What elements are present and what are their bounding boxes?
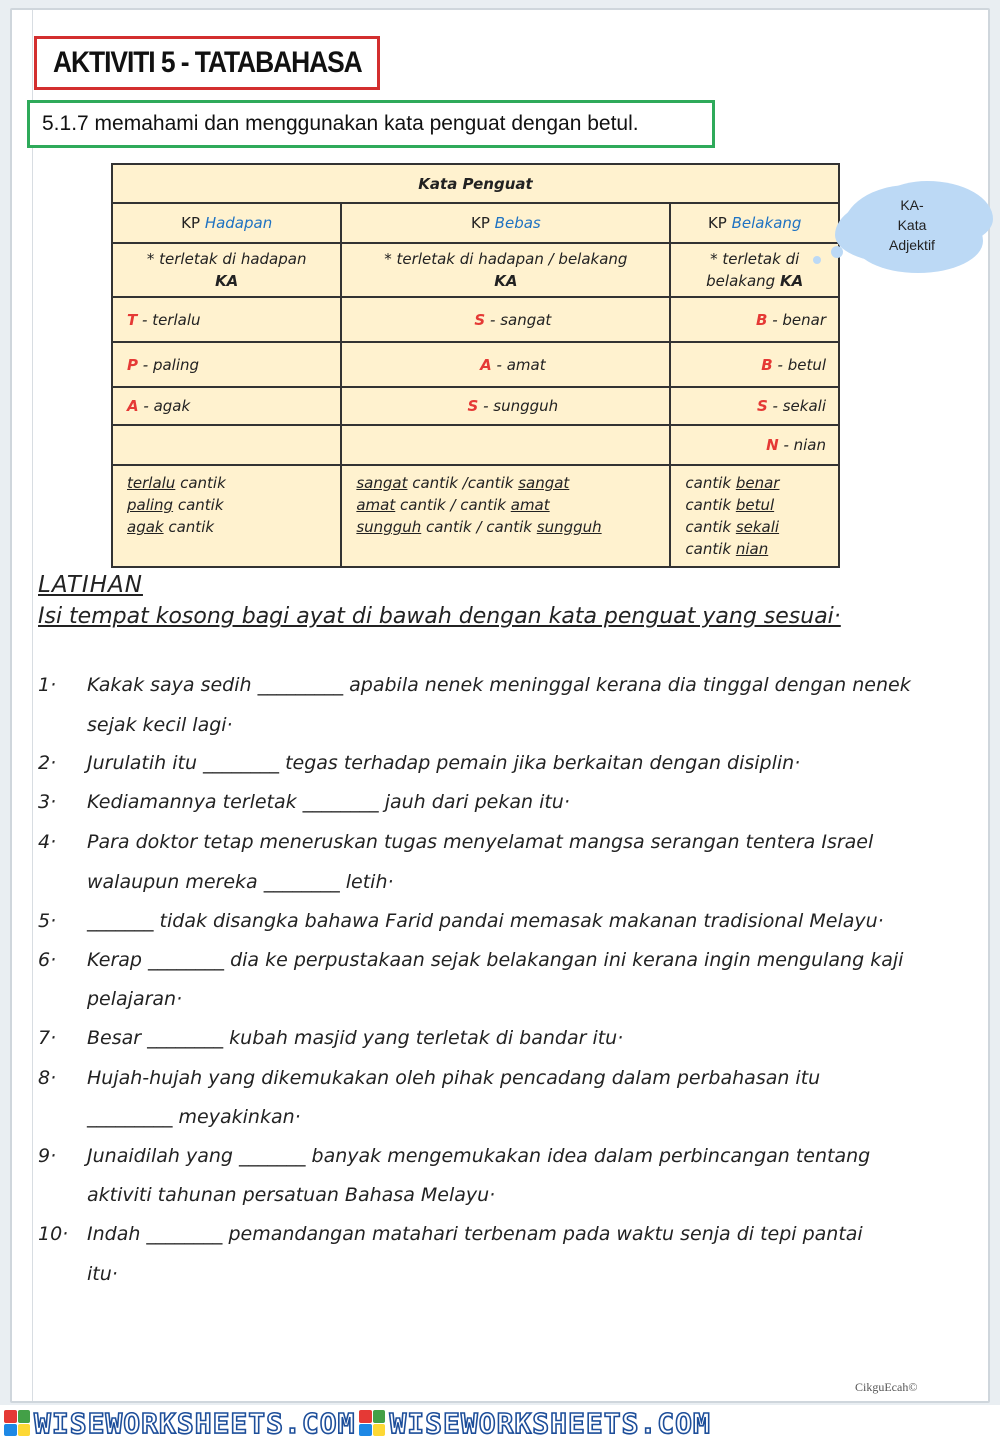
question-1: 1· Kakak saya sedih _________ apabila nenek meninggal kerana dia tinggal dengan nenek <box>38 674 911 696</box>
watermark <box>4 1407 355 1440</box>
examples-bebas: sangat cantik /cantik sangat amat cantik / cantik amat sungguh cantik / cantik sungguh <box>341 465 670 567</box>
latihan-heading: LATIHAN <box>38 572 143 598</box>
table-row: T - terlalu <box>112 297 341 342</box>
question-10: 10· Indah ________ pemandangan matahari terbenam pada waktu senja di tepi pantai <box>38 1223 863 1245</box>
header-hadapan: KP Hadapan <box>112 203 341 243</box>
author-credit: CikguEcah© <box>855 1380 918 1394</box>
table-title: Kata Penguat <box>112 164 839 203</box>
description-belakang: * terletak di belakang KA <box>670 243 839 297</box>
thought-bubble-dot <box>813 256 821 264</box>
question-9-continued: aktiviti tahunan persatuan Bahasa Melayu· <box>87 1184 496 1206</box>
table-row-empty <box>112 425 341 465</box>
exercise-instruction: Isi tempat kosong bagi ayat di bawah dengan kata penguat yang sesuai· <box>38 604 841 629</box>
question-4: 4· Para doktor tetap meneruskan tugas menyelamat mangsa serangan tentera Israel <box>38 831 874 853</box>
description-bebas: * terletak di hadapan / belakang KA <box>341 243 670 297</box>
question-6-continued: pelajaran· <box>87 988 183 1010</box>
question-10-continued: itu· <box>87 1263 118 1285</box>
watermark-text: WISEWORKSHEETS.COM <box>389 1406 711 1440</box>
table-row: S - sangat <box>341 297 670 342</box>
page-margin-line <box>32 10 33 1401</box>
header-bebas: KP Bebas <box>341 203 670 243</box>
table-row: A - amat <box>341 342 670 387</box>
table-row: P - paling <box>112 342 341 387</box>
table-row: B - betul <box>670 342 839 387</box>
learning-objective-box <box>27 100 715 148</box>
activity-title-box <box>34 36 380 90</box>
table-row: N - nian <box>670 425 839 465</box>
question-8-continued: _________ meyakinkan· <box>87 1106 301 1128</box>
thought-bubble-dot <box>831 246 843 258</box>
question-6: 6· Kerap ________ dia ke perpustakaan sejak belakangan ini kerana ingin mengulang kaji <box>38 949 904 971</box>
watermark-footer <box>0 1405 1000 1441</box>
question-4-continued: walaupun mereka ________ letih· <box>87 871 394 893</box>
question-1-continued: sejak kecil lagi· <box>87 714 233 736</box>
table-row: S - sungguh <box>341 387 670 425</box>
watermark <box>359 1407 710 1440</box>
table-row: B - benar <box>670 297 839 342</box>
wiseworksheets-logo-icon <box>4 1410 30 1436</box>
question-8: 8· Hujah-hujah yang dikemukakan oleh pihak pencadang dalam perbahasan itu <box>38 1067 821 1089</box>
kata-penguat-table <box>111 163 840 568</box>
table-row: A - agak <box>112 387 341 425</box>
examples-belakang: cantik benar cantik betul cantik sekali cantik nian <box>670 465 839 567</box>
watermark-text: WISEWORKSHEETS.COM <box>34 1406 356 1440</box>
table-row: S - sekali <box>670 387 839 425</box>
table-row-empty <box>341 425 670 465</box>
question-9: 9· Junaidilah yang _______ banyak mengemukakan idea dalam perbincangan tentang <box>38 1145 871 1167</box>
question-5: 5· _______ tidak disangka bahawa Farid pandai memasak makanan tradisional Melayu· <box>38 910 884 932</box>
learning-objective: 5.1.7 memahami dan menggunakan kata penguat dengan betul. <box>42 112 639 135</box>
wiseworksheets-logo-icon <box>359 1410 385 1436</box>
question-2: 2· Jurulatih itu ________ tegas terhadap pemain jika berkaitan dengan disiplin· <box>38 752 801 774</box>
header-belakang: KP Belakang <box>670 203 839 243</box>
question-7: 7· Besar ________ kubah masjid yang terletak di bandar itu· <box>38 1027 624 1049</box>
activity-title: AKTIVITI 5 - TATABAHASA <box>52 46 362 79</box>
question-3: 3· Kediamannya terletak ________ jauh dari pekan itu· <box>38 791 570 813</box>
description-hadapan: * terletak di hadapan KA <box>112 243 341 297</box>
cloud-text: KA- Kata Adjektif <box>889 197 935 253</box>
examples-hadapan: terlalu cantik paling cantik agak cantik <box>112 465 341 567</box>
